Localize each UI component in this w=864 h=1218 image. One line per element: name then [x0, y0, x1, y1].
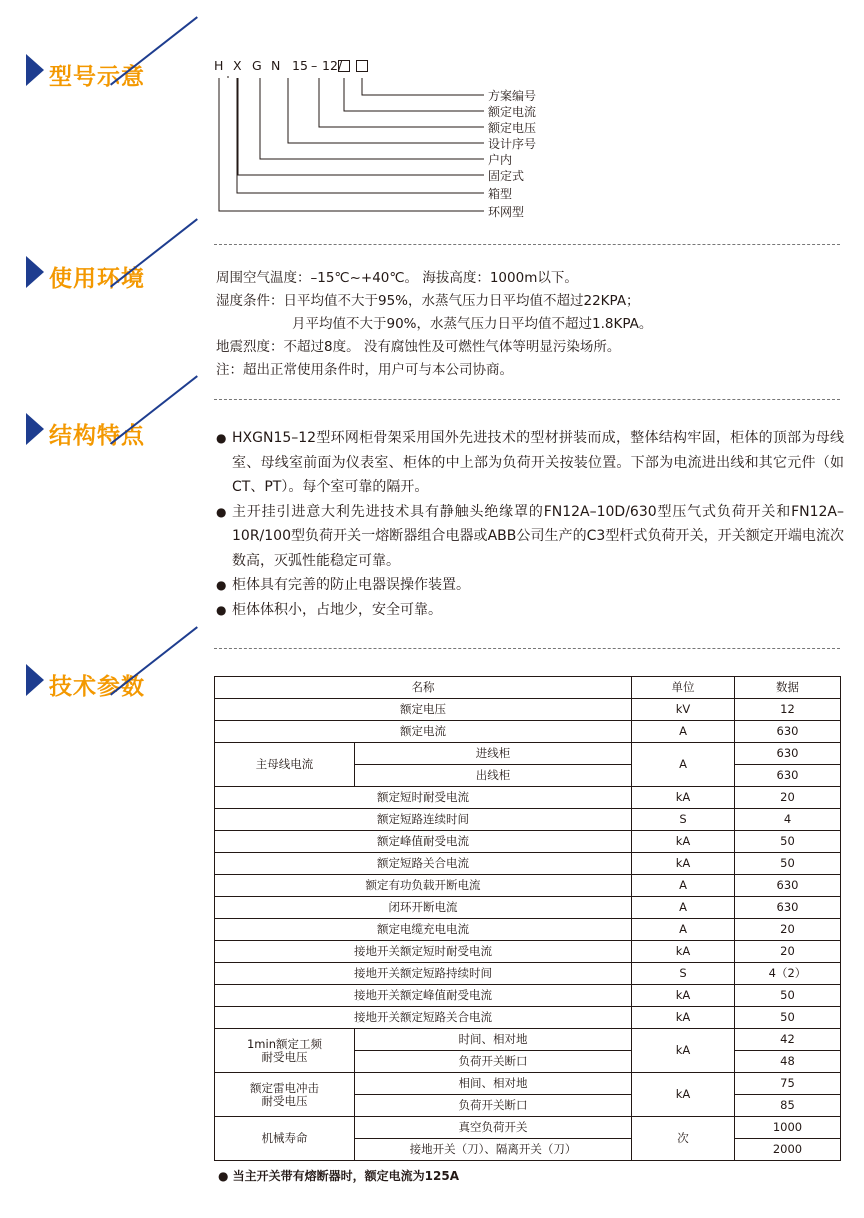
- model-label: 户内: [488, 153, 513, 167]
- section-title: 结构特点: [49, 423, 145, 449]
- decorative-slash: [110, 626, 198, 695]
- param-value: 1000: [735, 1117, 841, 1139]
- table-row: [215, 1007, 841, 1029]
- feature-item: ● 柜体具有完善的防止电器误操作装置。: [216, 573, 844, 598]
- table-row: [215, 1073, 841, 1095]
- env-line: 月平均值不大于90%，水蒸气压力日平均值不超过1.8KPA。: [292, 316, 653, 332]
- param-unit: A: [632, 743, 735, 787]
- param-unit: A: [632, 721, 735, 743]
- env-line: 注：超出正常使用条件时，用户可与本公司协商。: [216, 362, 513, 378]
- param-unit: A: [632, 919, 735, 941]
- param-value: 48: [735, 1051, 841, 1073]
- table-row: [215, 853, 841, 875]
- param-sub: 负荷开关断口: [355, 1051, 632, 1073]
- param-name: 接地开关额定峰值耐受电流: [215, 985, 632, 1007]
- header-unit: 单位: [632, 677, 735, 699]
- param-sub: 相间、相对地: [355, 1073, 632, 1095]
- env-line: 周围空气温度：–15℃~+40℃。 海拔高度：1000m以下。: [216, 270, 578, 286]
- param-unit: kA: [632, 1073, 735, 1117]
- table-row: [215, 941, 841, 963]
- model-label: 额定电压: [488, 121, 537, 135]
- param-group-line: 1min额定工频: [246, 1036, 322, 1051]
- param-unit: S: [632, 809, 735, 831]
- divider: [214, 244, 840, 245]
- header-name: 名称: [215, 677, 632, 699]
- param-value: 50: [735, 853, 841, 875]
- param-unit: A: [632, 897, 735, 919]
- param-unit: kA: [632, 941, 735, 963]
- feature-list: [216, 426, 844, 622]
- table-row: [215, 897, 841, 919]
- code-char: –: [311, 58, 318, 73]
- param-unit: kA: [632, 1029, 735, 1073]
- footnote: ● 当主开关带有熔断器时，额定电流为125A: [218, 1169, 459, 1183]
- model-label: 额定电流: [488, 105, 537, 119]
- param-name: 额定短路关合电流: [215, 853, 632, 875]
- table-row: [215, 699, 841, 721]
- model-label: 设计序号: [488, 137, 537, 151]
- table-row: [215, 963, 841, 985]
- param-name: 额定短路连续时间: [215, 809, 632, 831]
- param-group: [215, 1073, 355, 1117]
- model-label: 固定式: [488, 169, 525, 183]
- param-name: 额定电缆充电电流: [215, 919, 632, 941]
- param-value: 50: [735, 831, 841, 853]
- model-label: 箱型: [488, 187, 513, 201]
- param-value: 20: [735, 941, 841, 963]
- param-name: 额定峰值耐受电流: [215, 831, 632, 853]
- code-char: X: [233, 58, 242, 73]
- param-value: 630: [735, 875, 841, 897]
- param-name: 接地开关额定短时耐受电流: [215, 941, 632, 963]
- feature-item: ● HXGN15–12型环网柜骨架采用国外先进技术的型材拼装而成，整体结构牢固，柜体的顶部为母线室、母线室前面为仪表室、柜体的中上部为负荷开关按装位置。下部为电流进出线和其它元件（如CT、PT）。每个室可靠的隔开。: [216, 426, 844, 500]
- table-row: [215, 1029, 841, 1051]
- param-name: 额定短时耐受电流: [215, 787, 632, 809]
- param-name: 额定有功负载开断电流: [215, 875, 632, 897]
- model-leader-lines: [0, 0, 864, 240]
- table-row: [215, 809, 841, 831]
- code-char: 12/: [322, 58, 343, 73]
- table-header-row: [215, 677, 841, 699]
- model-label: 环网型: [488, 205, 525, 219]
- table-row: [215, 1117, 841, 1139]
- table-row: [215, 743, 841, 765]
- param-name: 额定电压: [215, 699, 632, 721]
- code-char: N: [271, 58, 281, 73]
- table-row: [215, 919, 841, 941]
- table-row: [215, 831, 841, 853]
- param-value: 50: [735, 1007, 841, 1029]
- param-value: 630: [735, 743, 841, 765]
- param-value: 4（2）: [735, 963, 841, 985]
- param-sub: 接地开关（刀）、隔离开关（刀）: [355, 1139, 632, 1161]
- table-row: [215, 875, 841, 897]
- param-value: 630: [735, 721, 841, 743]
- param-group: 主母线电流: [215, 743, 355, 787]
- param-unit: kA: [632, 853, 735, 875]
- model-label: 方案编号: [488, 89, 537, 103]
- param-value: 630: [735, 765, 841, 787]
- param-unit: kA: [632, 985, 735, 1007]
- param-unit: A: [632, 875, 735, 897]
- param-value: 20: [735, 919, 841, 941]
- env-line: 地震烈度：不超过8度。 没有腐蚀性及可燃性气体等明显污染场所。: [216, 339, 621, 355]
- param-value: 85: [735, 1095, 841, 1117]
- table-row: [215, 985, 841, 1007]
- param-value: 20: [735, 787, 841, 809]
- param-unit: kA: [632, 787, 735, 809]
- param-sub: 时间、相对地: [355, 1029, 632, 1051]
- param-value: 50: [735, 985, 841, 1007]
- triangle-marker-icon: [26, 256, 44, 288]
- param-sub: 负荷开关断口: [355, 1095, 632, 1117]
- param-unit: 次: [632, 1117, 735, 1161]
- table-row: [215, 721, 841, 743]
- params-table: [214, 676, 841, 1161]
- triangle-marker-icon: [26, 413, 44, 445]
- divider: [214, 648, 840, 649]
- param-name: 闭环开断电流: [215, 897, 632, 919]
- param-group: [215, 1029, 355, 1073]
- param-name: 额定电流: [215, 721, 632, 743]
- param-value: 42: [735, 1029, 841, 1051]
- param-unit: kA: [632, 1007, 735, 1029]
- env-line: 湿度条件：日平均值不大于95%，水蒸气压力日平均值不超过22KPA；: [216, 293, 640, 309]
- divider: [214, 399, 840, 400]
- param-unit: kA: [632, 831, 735, 853]
- feature-item: ● 柜体体积小，占地少，安全可靠。: [216, 598, 844, 623]
- param-value: 2000: [735, 1139, 841, 1161]
- param-sub: 进线柜: [355, 743, 632, 765]
- param-group-line: 额定雷电冲击: [250, 1080, 319, 1095]
- param-sub: 出线柜: [355, 765, 632, 787]
- param-name: 接地开关额定短路持续时间: [215, 963, 632, 985]
- section-title: 使用环境: [49, 266, 145, 292]
- section-title: 技术参数: [49, 674, 145, 700]
- param-unit: S: [632, 963, 735, 985]
- param-group-line: 耐受电压: [261, 1049, 308, 1064]
- section-title: 型号示意: [49, 64, 145, 90]
- param-value: 630: [735, 897, 841, 919]
- table-row: [215, 787, 841, 809]
- param-group: 机械寿命: [215, 1117, 355, 1161]
- param-value: 75: [735, 1073, 841, 1095]
- header-value: 数据: [735, 677, 841, 699]
- param-unit: kV: [632, 699, 735, 721]
- param-sub: 真空负荷开关: [355, 1117, 632, 1139]
- param-name: 接地开关额定短路关合电流: [215, 1007, 632, 1029]
- feature-item: ● 主开挂引进意大利先进技术具有静触头绝缘罩的FN12A–10D/630型压气式负荷开关和FN12A–10R/100型负荷开关一熔断器组合电器或ABB公司生产的C3型杆式负荷开关，开关额定开端电流次数高，灭弧性能稳定可靠。: [216, 500, 844, 574]
- triangle-marker-icon: [26, 664, 44, 696]
- code-char: G: [252, 58, 262, 73]
- code-char: H: [214, 58, 224, 73]
- param-value: 4: [735, 809, 841, 831]
- param-value: 12: [735, 699, 841, 721]
- decorative-slash: [110, 375, 198, 444]
- code-char: 15: [292, 58, 308, 73]
- param-group-line: 耐受电压: [261, 1093, 308, 1108]
